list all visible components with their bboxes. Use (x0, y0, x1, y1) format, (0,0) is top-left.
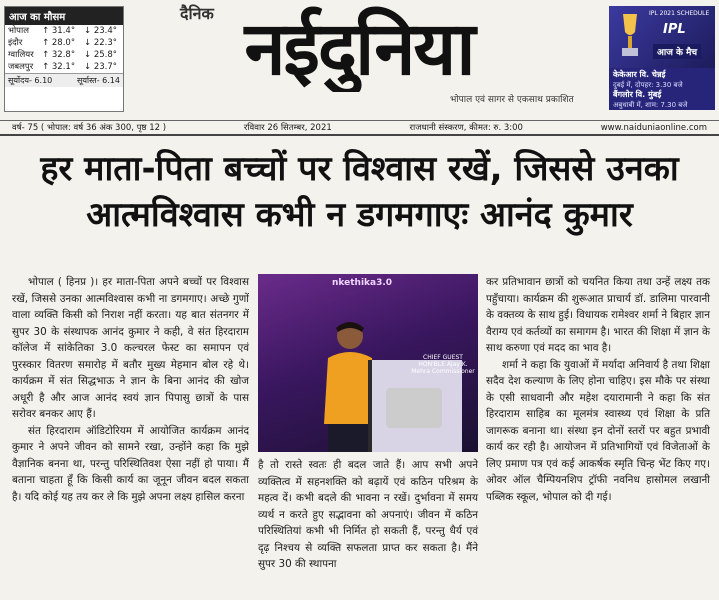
masthead-tagline: भोपाल एवं सागर से एकसाथ प्रकाशित (450, 95, 574, 105)
ipl-matches (609, 68, 715, 110)
weather-row (5, 61, 123, 73)
website-link[interactable]: www.naiduniaonline.com (600, 122, 707, 133)
match-2: बैंगलोर वि. मुंबई (613, 90, 662, 99)
guest-label: CHIEF GUEST HON'BLE Ajay K. Mehra Commissioner (411, 354, 475, 375)
ipl-logo: IPL (663, 22, 686, 37)
weather-title: आज का मौसम (5, 7, 123, 25)
weather-table (5, 25, 123, 73)
weather-city: ग्वालियर (8, 50, 34, 60)
ipl-header (609, 6, 715, 68)
match-1: केकेआर वि. चेन्नई (613, 70, 666, 79)
weather-max: ↑ 32.8° (42, 50, 76, 60)
masthead-kicker: दैनिक (180, 4, 214, 23)
paragraph: भोपाल ( हिनप्र )। हर माता-पिता अपने बच्चों पर विश्वास रखें, जिससे उनका आत्मविश्वास कभी ना डगमगाए। अच्छे गुणों वाला व्यक्ति किसी को निराश नहीं करता। यह बात संतनगर में सुपर 30 के संस्थापक आनंद कुमार ने कही, वे संत हिरदाराम कॉलेज में सांकेतिका 3.0 कल्चरल फेस्ट का समापन एवं पुरस्कार वितरण समारोह में बतौर मुख्य मेहमान बोल रहे थे। कार्यक्रम में संत सिद्धभाऊ ने ज्ञान के बिना आनंद की खोज अधूरी है और आज आनंद स्वयं ज्ञान पिपासु छात्रों के पास सरोवर बनकर आए हैं। (12, 276, 249, 420)
edition-price: राजधानी संस्करण, कीमत: रु. 3:00 (409, 123, 523, 133)
photo-banner-text: nkethika3.0 (332, 278, 393, 288)
weather-min: ↓ 25.8° (84, 50, 118, 60)
sunrise: सूर्योदय- 6.10 (8, 76, 53, 85)
weather-row (5, 37, 123, 49)
masthead-title: नईदुनिया (244, 6, 474, 92)
headline-line-1: हर माता-पिता बच्चों पर विश्वास रखें, जिससे उनका (40, 149, 679, 189)
ipl-today: आज के मैच (653, 44, 701, 59)
dateline (0, 120, 719, 136)
sunset: सूर्यास्त- 6.14 (76, 76, 120, 85)
article-column-2 (258, 457, 478, 573)
issue-date: रविवार 26 सितम्बर, 2021 (243, 123, 332, 133)
weather-row (5, 49, 123, 61)
podium-logo (386, 388, 442, 428)
match-1-info: दुबई में, दोपहर: 3.30 बजे (613, 81, 683, 89)
weather-row (5, 25, 123, 37)
ipl-schedule: IPL 2021 SCHEDULE (649, 10, 710, 17)
weather-city: भोपाल (8, 26, 29, 36)
weather-min: ↓ 22.3° (84, 38, 118, 48)
article-column-1 (12, 274, 249, 505)
weather-max: ↑ 32.1° (42, 62, 76, 72)
paragraph: शर्मा ने कहा कि युवाओं में मर्यादा अनिवार्य है तथा शिक्षा सदैव देश कल्याण के लिए होना चाहिए। इस मौके पर संस्था के एसी साधवानी और महेश दयारामानी ने कहा कि संत हिरदाराम साहिब का मूलमंत्र स्वास्थ्य एवं शिक्षा के प्रति जागरूक बनाना था। संस्था इन दोनों स्तरों पर बहुत प्रभावी कार्य कर रही है। आयोजन में प्रतिभागियों एवं विजेताओं के लिए प्रमाण पत्र एवं कई आकर्षक स्मृति चिन्ह भेंट किए गए। ओवर ऑल चैम्पियनशिप ट्रॉफी नवनिध हासोमल लखानी पब्लिक स्कूल, भोपाल को दी गई। (486, 358, 710, 503)
weather-box (4, 6, 124, 112)
weather-max: ↑ 28.0° (42, 38, 76, 48)
paragraph: संत हिरदाराम ऑडिटोरियम में आयोजित कार्यक्रम आनंद कुमार ने अपने जीवन को सामने रखा, उन्होंने कहा कि मुझे वैज्ञानिक बनना था, परन्तु परिस्थितिवश ऐसा नहीं हो पाया। मैं बताना चाहता हूँ कि किसी कार्य का जूनून जीवन बदल सकता है। यदि कोई यह तय कर ले कि मुझे अपना लक्ष्य हासिल करना (12, 424, 249, 503)
issue-info: वर्ष- 75 ( भोपाल: वर्ष 36 अंक 300, पृष्ठ 12 ) (12, 123, 167, 133)
article-headline (10, 146, 709, 238)
headline-line-2: आत्मविश्वास कभी न डगमगाएः आनंद कुमार (86, 195, 633, 235)
weather-city: जबलपुर (8, 62, 34, 72)
trophy-icon (617, 12, 643, 60)
weather-max: ↑ 31.4° (42, 26, 76, 36)
ipl-box (609, 6, 715, 110)
weather-min: ↓ 23.4° (84, 26, 118, 36)
article-column-3 (486, 274, 710, 505)
sun-times (5, 73, 123, 87)
paragraph: कर प्रतिभावान छात्रों को चयनित किया तथा उन्हें लक्ष्य तक पहुँचाया। कार्यक्रम की शुरूआत प्राचार्य डॉ. डालिमा पारवानी के वक्तव्य के साथ हुई। विधायक रामेश्वर शर्मा ने बिहार ज्ञान वैराग्य एवं कर्तव्यों का समागम है। भारत की शिक्षा में ज्ञान के साथ करुणा एवं मदद का भाव है। (486, 276, 710, 354)
paragraph: है तो रास्ते स्वतः ही बदल जाते हैं। आप सभी अपने व्यक्तित्व में सहनशक्ति को बढ़ायें एवं कठिन परिश्रम के महत्व दें। कभी बदले की भावना न रखें। दुर्भावना में समय व्यर्थ न करते हुए सद्भावना को अपनाएं। जीवन में कठिन परिस्थितियां कभी भी निर्मित हो सकती हैं, परन्तु धैर्य एवं दृढ़ निश्चय से व्यक्ति सफलता प्राप्त कर सकता है। मैंने सुपर 30 की स्थापना (258, 459, 478, 570)
article-photo (258, 274, 478, 452)
match-2-info: अबुधाबी में, शाम: 7.30 बजे (613, 101, 688, 109)
weather-city: इंदौर (8, 38, 23, 48)
weather-min: ↓ 23.7° (84, 62, 118, 72)
